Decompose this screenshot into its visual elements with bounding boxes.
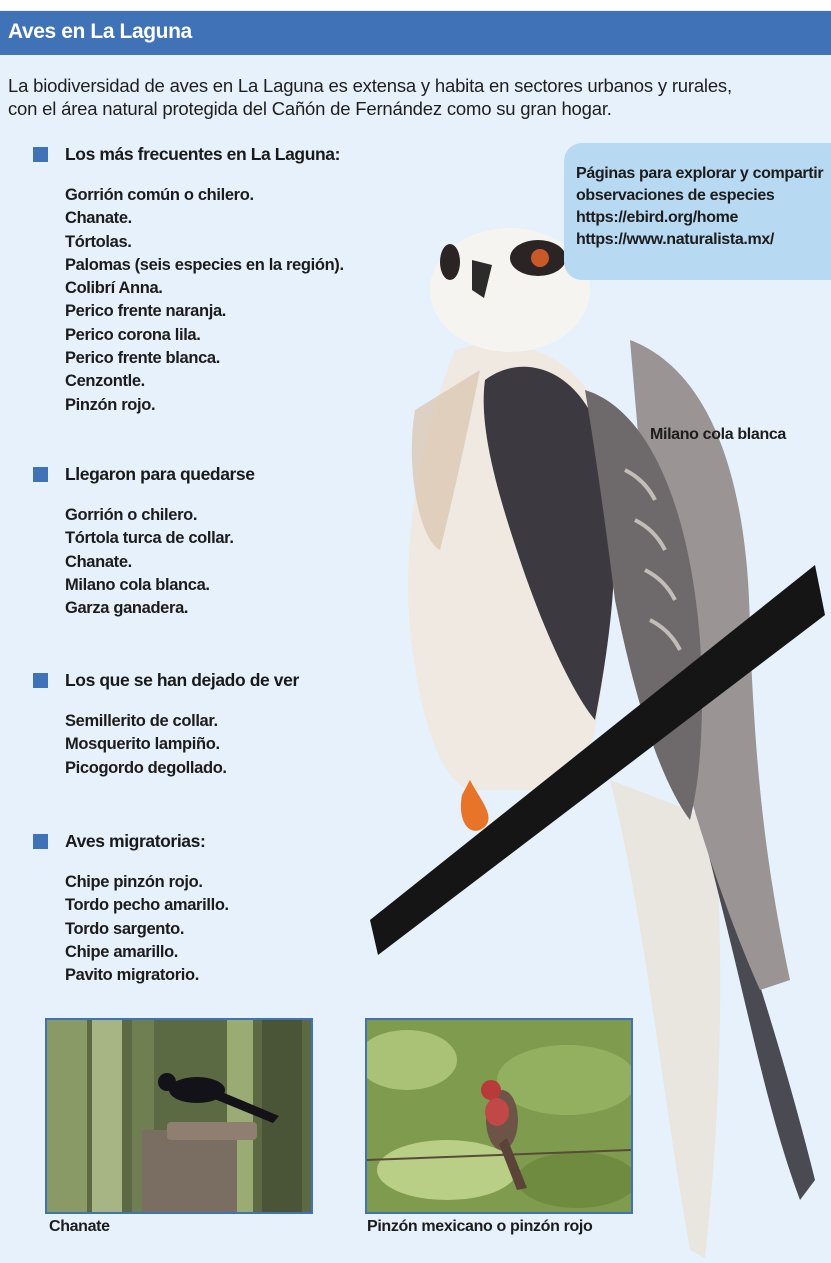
section-heading (33, 462, 393, 486)
list-item: Chanate. (65, 552, 132, 571)
intro-line: La biodiversidad de aves en La Laguna es extensa y habita en sectores urbanos y rurales, (8, 75, 732, 96)
section-frecuentes (33, 142, 393, 417)
list-item: Chipe pinzón rojo. (65, 873, 203, 891)
list-item: Pinzón rojo. (65, 395, 156, 414)
chanate-photo (45, 1018, 313, 1214)
list-item: Tordo sargento. (65, 919, 185, 938)
square-bullet-icon (33, 673, 48, 688)
list-item: Garza ganadera. (65, 599, 189, 618)
intro-text (8, 74, 788, 120)
section-quedarse (33, 462, 393, 620)
list-item: Perico frente blanca. (65, 349, 220, 368)
callout-line: Páginas para explorar y compartir (576, 165, 824, 182)
square-bullet-icon (33, 147, 48, 162)
list-item: Tordo pecho amarillo. (65, 896, 229, 915)
list-item: Semillerito de collar. (65, 712, 218, 730)
section-title: Los que se han dejado de ver (65, 669, 299, 690)
bird-eye (531, 249, 549, 267)
section-heading (33, 829, 393, 853)
pinzon-photo (365, 1018, 633, 1214)
list-item: Palomas (seis especies en la región). (65, 255, 344, 274)
bird-list (65, 184, 393, 417)
ebird-link[interactable]: https://ebird.org/home (576, 209, 739, 226)
list-item: Chanate. (65, 209, 132, 228)
section-heading (33, 668, 393, 692)
list-item: Mosquerito lampiño. (65, 735, 220, 754)
list-item: Gorrión común o chilero. (65, 186, 254, 204)
resources-callout (564, 143, 831, 280)
list-item: Chipe amarillo. (65, 942, 179, 961)
header-bar (0, 11, 831, 55)
list-item: Milano cola blanca. (65, 575, 210, 594)
page-title: Aves en La Laguna (8, 20, 192, 43)
section-heading (33, 142, 393, 166)
list-item: Colibrí Anna. (65, 279, 163, 298)
list-item: Tórtolas. (65, 232, 132, 251)
list-item: Tórtola turca de collar. (65, 529, 234, 548)
bird-list (65, 871, 393, 987)
list-item: Picogordo degollado. (65, 758, 227, 777)
list-item: Cenzontle. (65, 372, 145, 391)
bird-list (65, 710, 393, 780)
chanate-caption: Chanate (49, 1218, 110, 1235)
section-title: Aves migratorias: (65, 830, 206, 851)
bird-list (65, 504, 393, 620)
list-item: Pavito migratorio. (65, 966, 199, 985)
square-bullet-icon (33, 834, 48, 849)
list-item: Perico frente naranja. (65, 302, 227, 321)
top-strip (0, 0, 831, 10)
section-title: Llegaron para quedarse (65, 463, 255, 484)
callout-line: observaciones de especies (576, 187, 775, 204)
section-migratorias (33, 829, 393, 987)
intro-line: con el área natural protegida del Cañón de Fernández como su gran hogar. (8, 98, 612, 119)
list-item: Gorrión o chilero. (65, 506, 198, 524)
list-item: Perico corona lila. (65, 325, 201, 344)
main-photo-caption: Milano cola blanca (650, 426, 786, 443)
naturalista-link[interactable]: https://www.naturalista.mx/ (576, 231, 774, 248)
section-title: Los más frecuentes en La Laguna: (65, 143, 341, 164)
square-bullet-icon (33, 467, 48, 482)
section-dejado-de-ver (33, 668, 393, 780)
bird-eye-patch-left (440, 244, 460, 280)
pinzon-caption: Pinzón mexicano o pinzón rojo (367, 1218, 593, 1235)
